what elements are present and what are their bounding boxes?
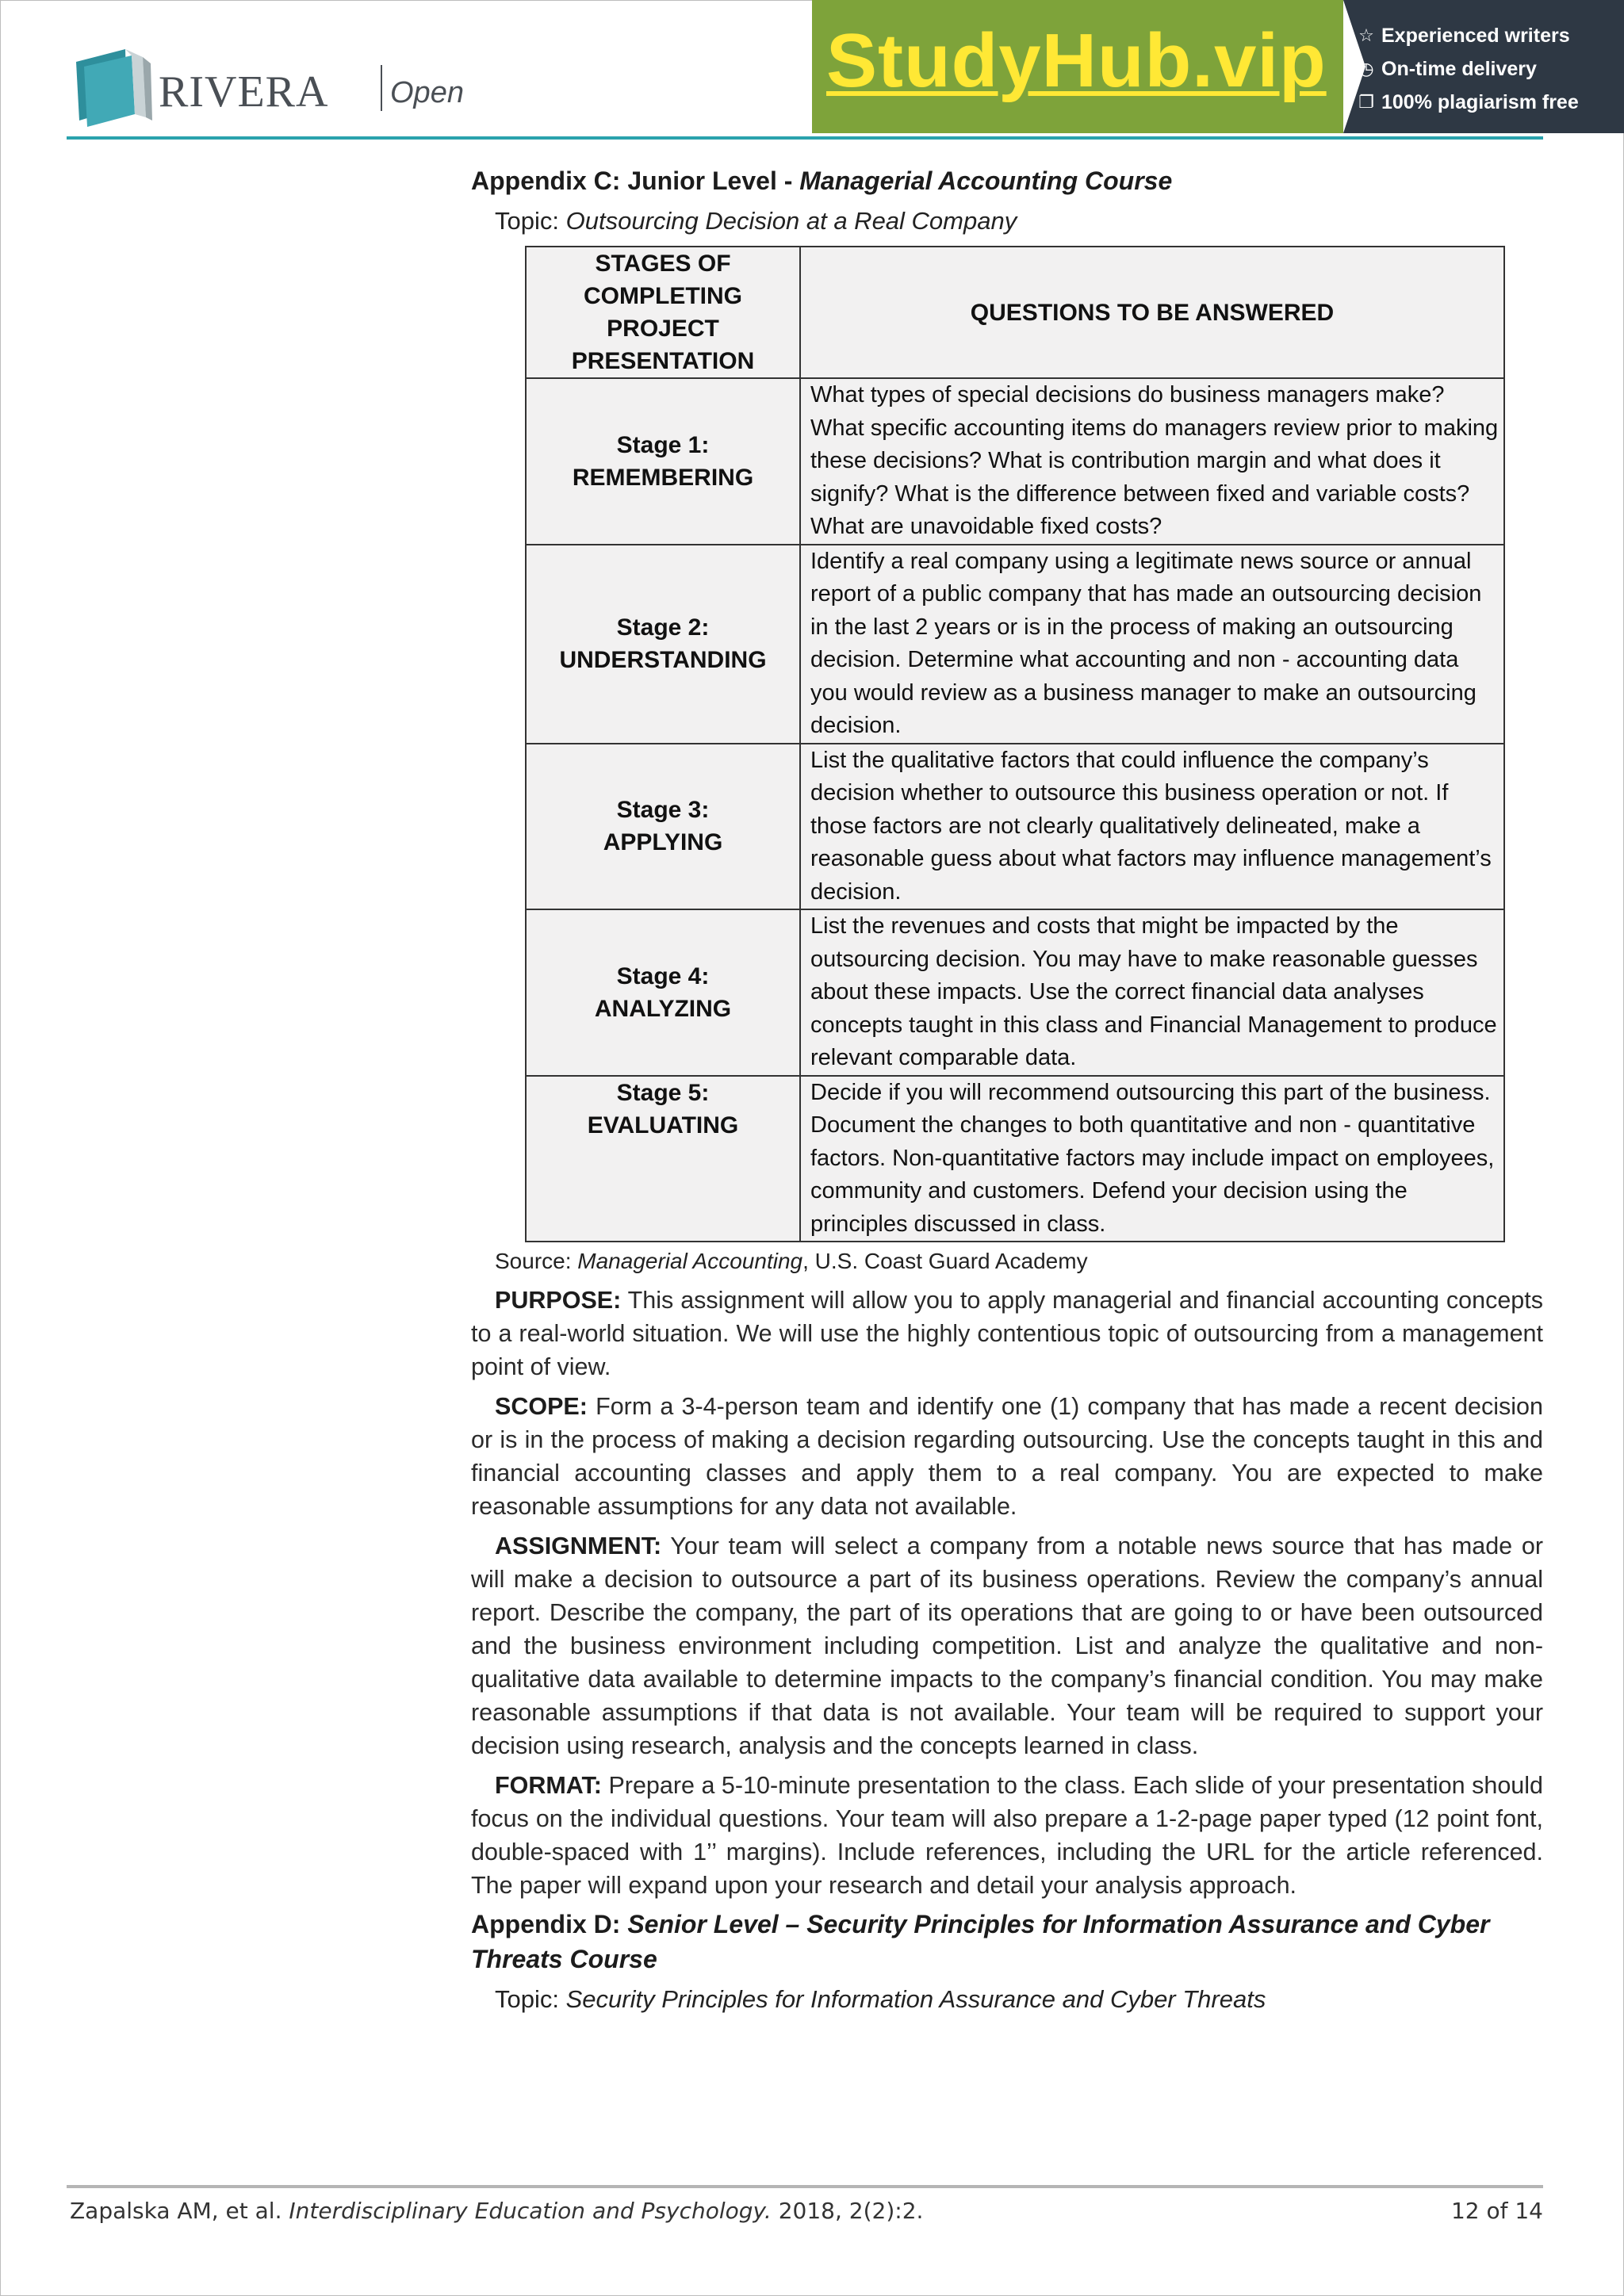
format-lead: FORMAT:	[495, 1772, 602, 1799]
footer-authors: Zapalska AM, et al.	[70, 2198, 289, 2224]
source-title: Managerial Accounting	[577, 1249, 803, 1273]
ad-feature-list	[1356, 19, 1579, 119]
stage-cell	[526, 1076, 800, 1242]
stage-cell	[526, 744, 800, 910]
purpose-text: This assignment will allow you to apply managerial and financial accounting concepts to a real-world situation. We will use the highly contentious topic of outsourcing from a management point of view.	[471, 1287, 1543, 1380]
stage-cell	[526, 545, 800, 744]
appendix-d-topic	[495, 1983, 1543, 2016]
table-row	[526, 744, 1504, 910]
ad-feature-text: Experienced writers	[1381, 25, 1570, 47]
page-content	[471, 159, 1543, 2016]
header-rule	[67, 136, 1543, 140]
appendix-d-course: Senior Level – Security Principles for Information Assurance and Cyber Threats Course	[471, 1910, 1490, 1973]
topic-value: Security Principles for Information Assurance and Cyber Threats	[565, 1985, 1266, 2013]
appendix-c-prefix: Appendix C: Junior Level -	[471, 166, 800, 195]
stage-number: Stage 4:	[616, 962, 710, 989]
stage-cell	[526, 909, 800, 1076]
column-header-questions: QUESTIONS TO BE ANSWERED	[800, 247, 1504, 378]
scope-lead: SCOPE:	[495, 1393, 588, 1420]
stage-number: Stage 3:	[616, 797, 710, 824]
star-icon: ☆	[1358, 25, 1374, 45]
format-text: Prepare a 5-10-minute presentation to the class. Each slide of your presentation should focus on the individual questions. Your team will also prepare a 1-2-page paper typed (12 point font, double-spaced with 1’’ margins). Include references, including the URL for the article referenced. The paper will expand upon your research and detail your analysis approach.	[471, 1772, 1543, 1899]
footer-citation	[70, 2198, 923, 2224]
ad-feature-item	[1356, 86, 1579, 119]
ad-brand-name: StudyHub.vip	[826, 18, 1327, 103]
stage-name: UNDERSTANDING	[559, 647, 767, 673]
purpose-lead: PURPOSE:	[495, 1287, 622, 1314]
footer-citation-detail: 2018, 2(2):2.	[771, 2198, 924, 2224]
topic-value: Outsourcing Decision at a Real Company	[565, 207, 1017, 235]
topic-label: Topic:	[495, 1985, 566, 2013]
ad-feature-text: On-time delivery	[1381, 58, 1537, 80]
appendix-d-prefix: Appendix D:	[471, 1910, 628, 1938]
clock-icon: ◷	[1358, 59, 1374, 78]
ad-feature-text: 100% plagiarism free	[1381, 91, 1579, 113]
table-row	[526, 1076, 1504, 1242]
footer-rule	[67, 2185, 1543, 2188]
studyhub-ad-banner[interactable]	[812, 0, 1624, 133]
assignment-paragraph	[471, 1529, 1543, 1762]
table-row	[526, 909, 1504, 1076]
appendix-c-course: Managerial Accounting Course	[799, 166, 1173, 195]
open-book-logo-icon	[70, 48, 157, 130]
scope-text: Form a 3-4-person team and identify one (1) company that has made a recent decision or is in the process of making a decision regarding outsourcing. Use the concepts taught in this and financial accounting classes and apply them to a real company. You are expected to make reasonable assumptions for any data not available.	[471, 1393, 1543, 1520]
questions-cell: What types of special decisions do business managers make? What specific accounting items do managers review prior to making these decisions? What is contribution margin and what does it signify? What is the difference between fixed and variable costs? What are unavoidable fixed costs?	[800, 378, 1504, 545]
questions-cell: Decide if you will recommend outsourcing this part of the business. Document the changes to both quantitative and non - quantitative factors. Non-quantitative factors may include impact on employees, community and customers. Defend your decision using the principles discussed in class.	[800, 1076, 1504, 1242]
stage-number: Stage 1:	[616, 431, 710, 458]
format-paragraph	[471, 1769, 1543, 1902]
stage-cell	[526, 378, 800, 545]
logo-separator	[381, 65, 382, 111]
stage-name: APPLYING	[603, 829, 723, 856]
scope-paragraph	[471, 1390, 1543, 1523]
table-row	[526, 378, 1504, 545]
source-rest: , U.S. Coast Guard Academy	[802, 1249, 1088, 1273]
stage-name: REMEMBERING	[572, 464, 754, 491]
ad-feature-item	[1356, 19, 1579, 52]
topic-label: Topic:	[495, 207, 566, 235]
stage-number: Stage 2:	[616, 614, 710, 641]
rivera-open-logo	[70, 44, 464, 132]
questions-cell: List the qualitative factors that could influence the company’s decision whether to outsource this business operation or not. If those factors are not clearly qualitatively delineated, make a reasonable guess about what factors may influence management’s decision.	[800, 744, 1504, 910]
table-row	[526, 545, 1504, 744]
stage-name: EVALUATING	[587, 1112, 739, 1138]
logo-open-label: Open	[390, 76, 464, 109]
stages-table	[525, 246, 1505, 1242]
appendix-c-heading	[471, 163, 1543, 198]
stage-name: ANALYZING	[594, 995, 732, 1022]
stage-number: Stage 5:	[616, 1079, 710, 1106]
assignment-text: Your team will select a company from a notable news source that has made or will make a decision to outsource a part of its business operations. Review the company’s annual report. Describe the company, the part of its operations that are going to or have been outsourced and the business environment including competition. List and analyze the qualitative and non-qualitative data available to determine impacts to the company’s financial condition. You may make reasonable assumptions if that data is not available. Your team will be required to support your decision using research, analysis and the concepts learned in class.	[471, 1533, 1543, 1759]
appendix-c-topic	[495, 205, 1543, 238]
purpose-paragraph	[471, 1284, 1543, 1383]
copy-icon: ❐	[1358, 92, 1374, 112]
logo-wordmark: RIVERA	[159, 67, 329, 117]
appendix-d-heading	[471, 1907, 1543, 1976]
page-number: 12 of 14	[1450, 2198, 1543, 2224]
column-header-stages: STAGES OF COMPLETING PROJECT PRESENTATION	[526, 247, 800, 378]
source-label: Source:	[495, 1249, 578, 1273]
table-header-row	[526, 247, 1504, 378]
assignment-lead: ASSIGNMENT:	[495, 1533, 662, 1559]
footer-journal: Interdisciplinary Education and Psychology.	[289, 2198, 772, 2224]
table-source	[495, 1246, 1543, 1277]
questions-cell: List the revenues and costs that might be impacted by the outsourcing decision. You may have to make reasonable guesses about these impacts. Use the correct financial data analyses concepts taught in this class and Financial Management to produce relevant comparable data.	[800, 909, 1504, 1076]
ad-feature-item	[1356, 52, 1579, 86]
ad-green-panel	[812, 0, 1343, 133]
questions-cell: Identify a real company using a legitimate news source or annual report of a public company that has made an outsourcing decision in the last 2 years or is in the process of making an outsourcing decision. Determine what accounting and non - accounting data you would review as a business manager to make an outsourcing decision.	[800, 545, 1504, 744]
